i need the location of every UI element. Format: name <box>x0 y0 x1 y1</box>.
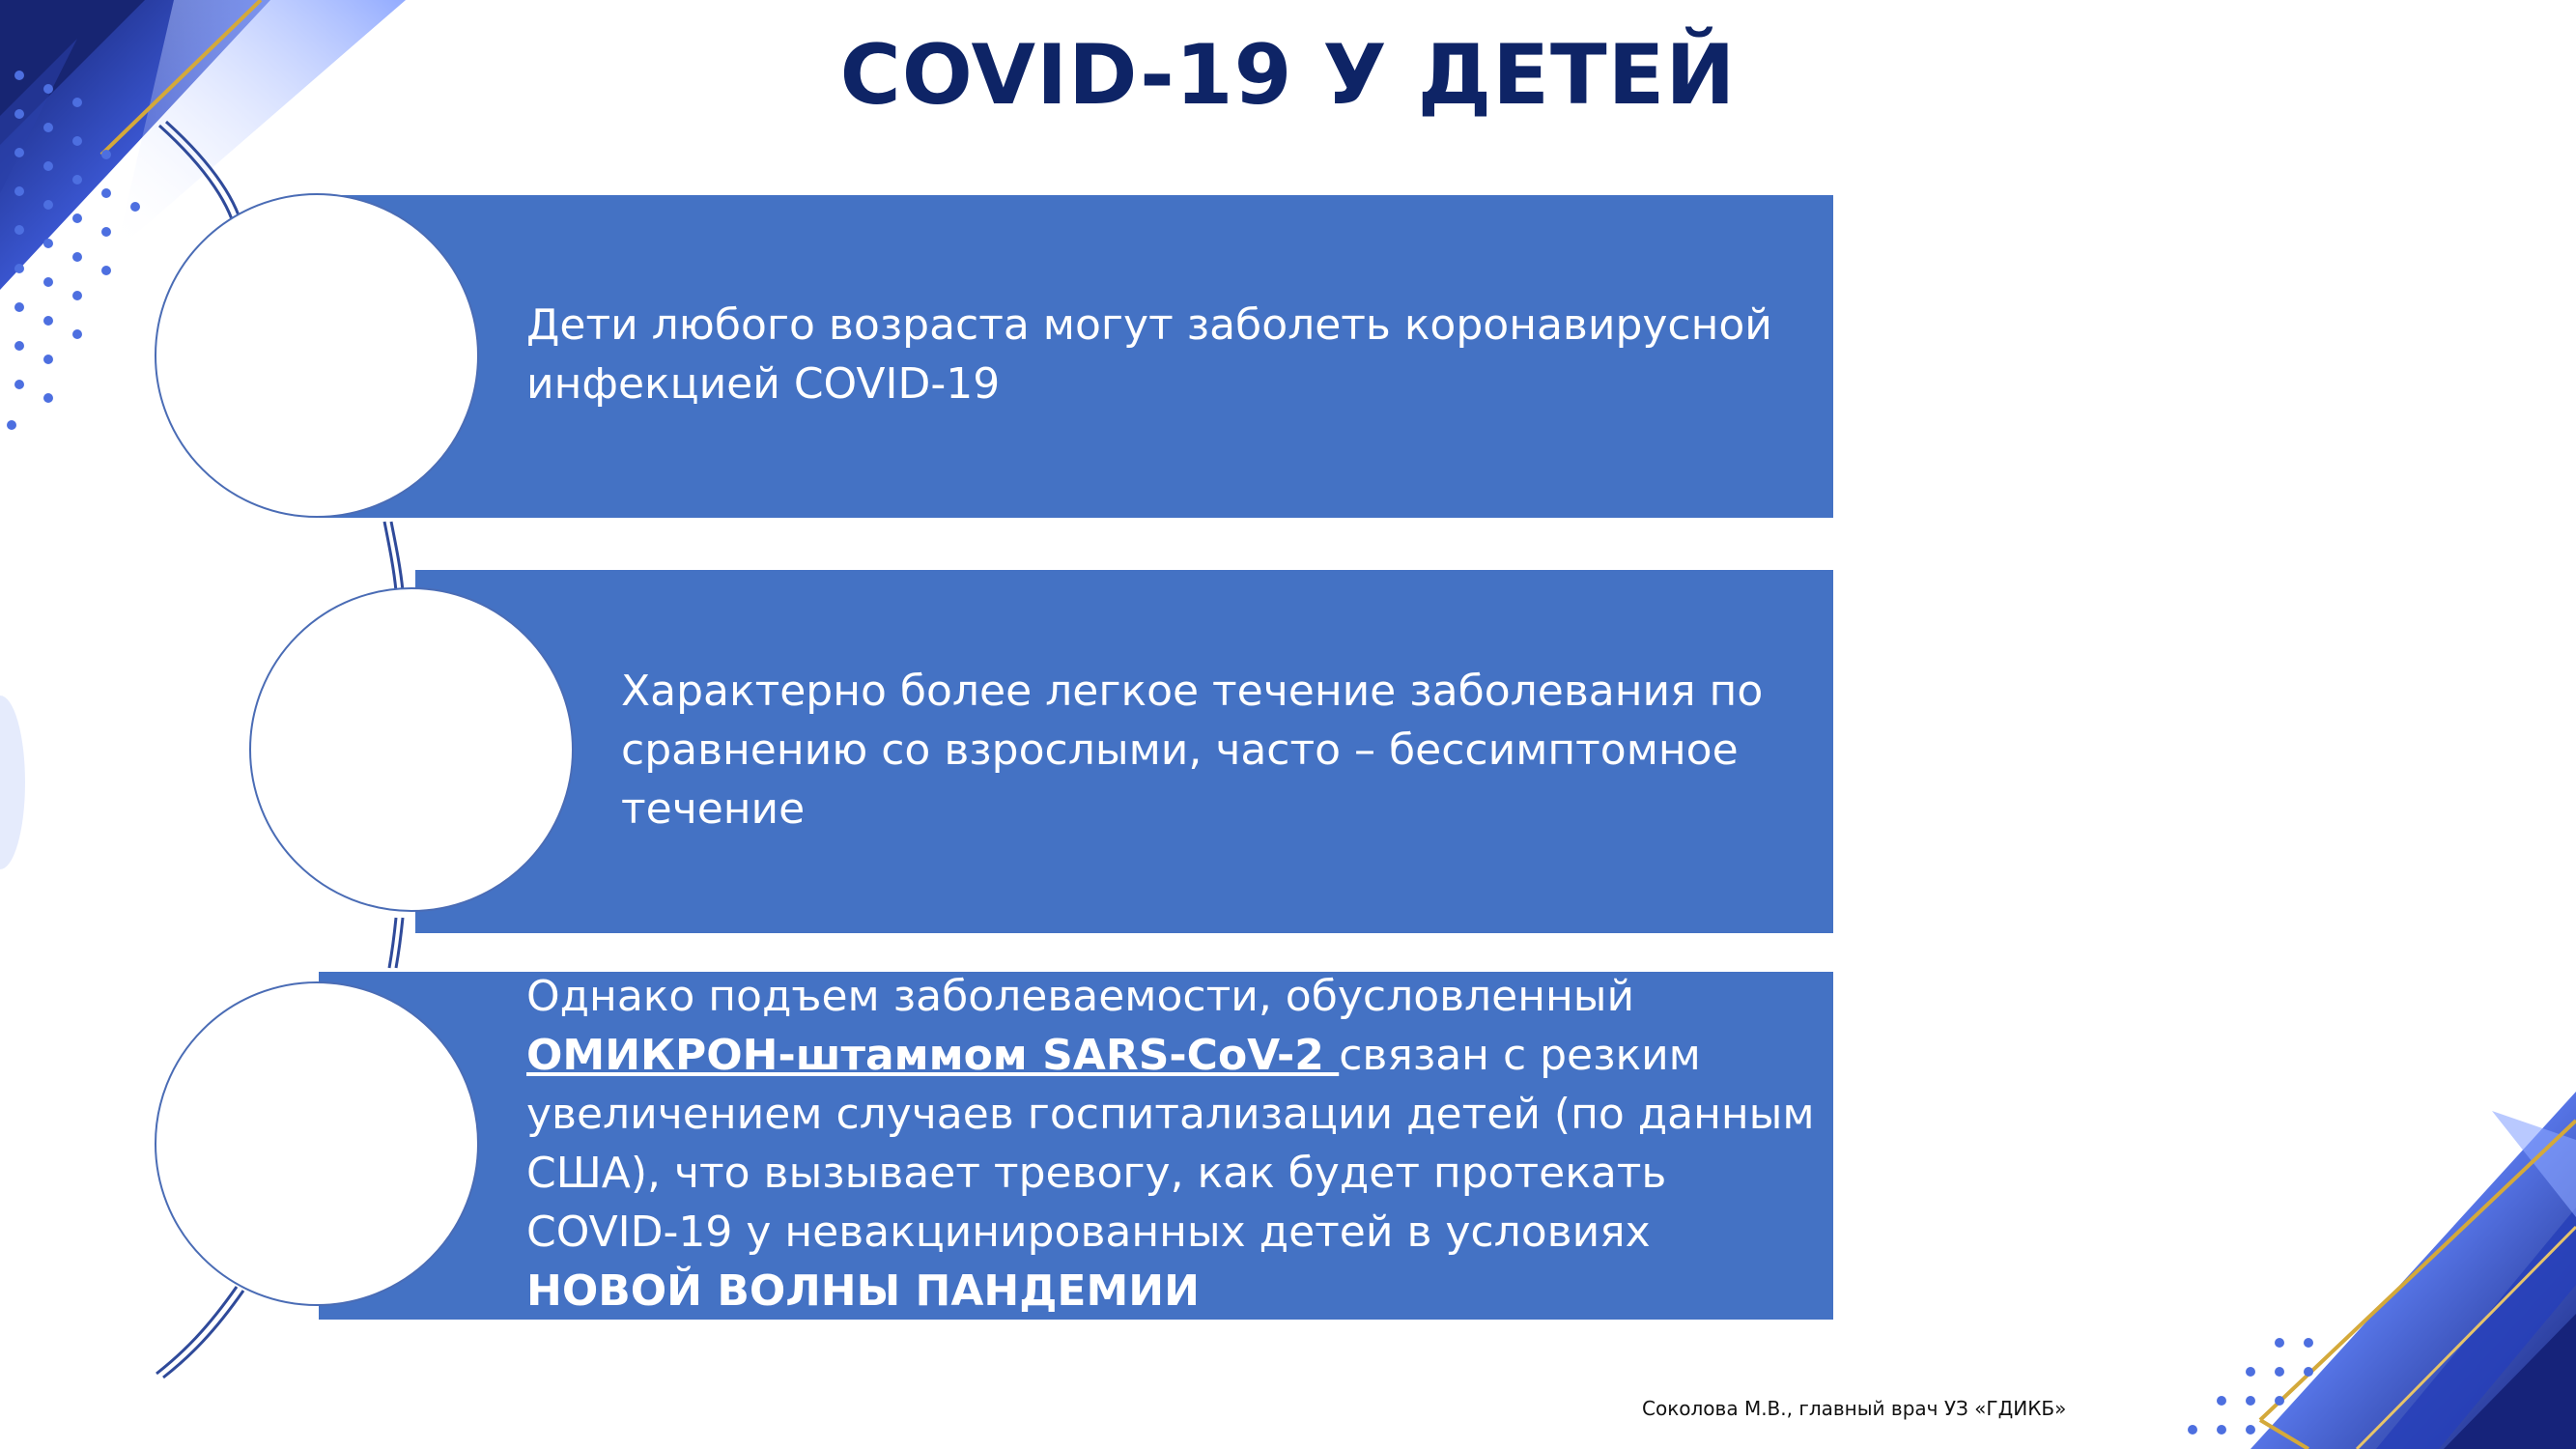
bottom-right-corner-decoration <box>2188 1092 2576 1449</box>
omicron-highlight: ОМИКРОН-штаммом SARS-CoV-2 <box>526 1031 1340 1080</box>
timeline-circle-1 <box>155 193 479 518</box>
timeline-circle-3 <box>155 981 479 1306</box>
info-text-3 <box>526 967 1830 1321</box>
info-text-3-body: связан с резким увеличением случаев госпитализации детей (по данным США), что вызывает тревогу, как будет протекать COVID-19 у невакцинированных детей в условиях <box>526 1031 1815 1257</box>
info-text-3-intro: Однако подъем заболеваемости, обусловленный <box>526 972 1635 1021</box>
timeline-circle-2 <box>249 587 574 912</box>
info-text-2: Характерно более легкое течение заболевания по сравнению со взрослыми, часто – бессимптомное течение <box>621 667 1764 834</box>
pandemic-emphasis: НОВОЙ ВОЛНЫ ПАНДЕМИИ <box>526 1266 1200 1316</box>
slide-title: COVID-19 У ДЕТЕЙ <box>839 27 1737 124</box>
footer-author: Соколова М.В., главный врач УЗ «ГДИКБ» <box>1642 1397 2067 1420</box>
info-text-1: Дети любого возраста могут заболеть коронавирусной инфекцией COVID-19 <box>526 300 1772 409</box>
